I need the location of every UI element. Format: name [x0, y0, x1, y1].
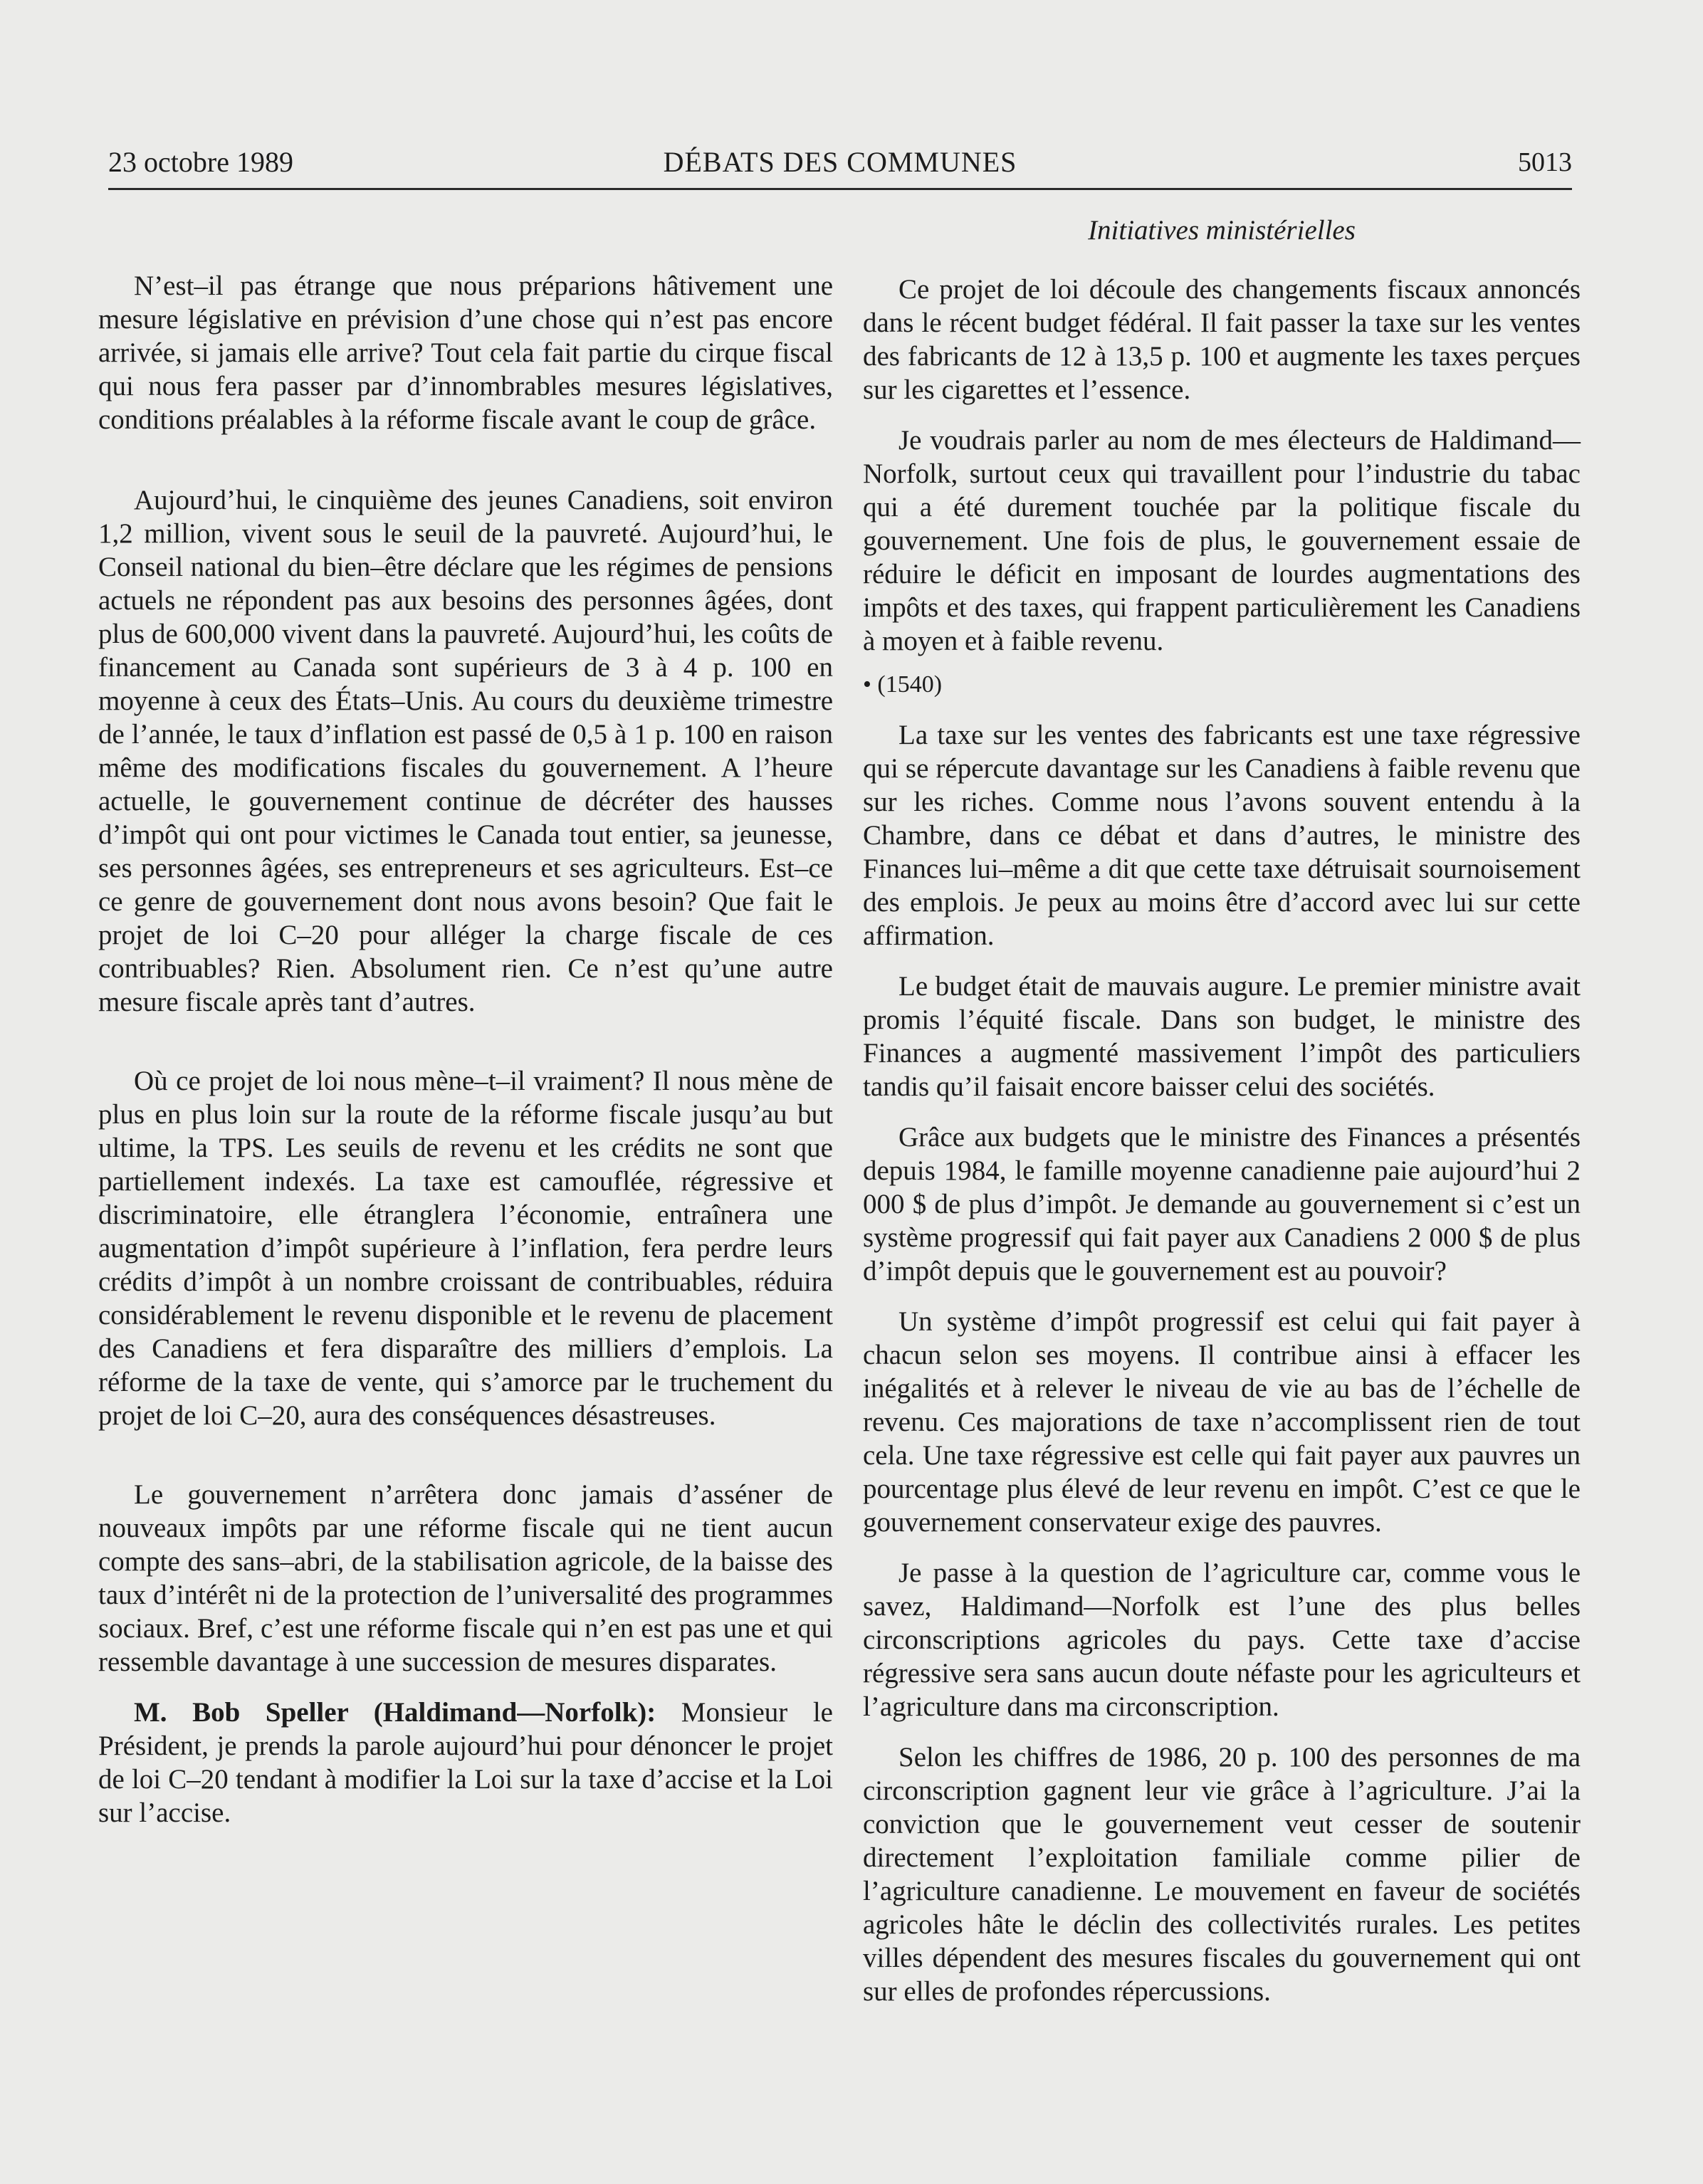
- page-header: [108, 140, 1572, 185]
- paragraph: Où ce projet de loi nous mène–t–il vraiment? Il nous mène de plus en plus loin sur la route de la réforme fiscale jusqu’au but ultime, la TPS. Les seuils de revenu et les crédits ne sont que partiellement indexés. La taxe est camouflée, régressive et discriminatoire, elle étranglera l’économie, entraînera une augmentation d’impôt supérieure à l’inflation, fera perdre leurs crédits d’impôt à un nombre croissant de contribuables, réduira considérablement le revenu disponible et le revenu de placement des Canadiens et fera disparaître des milliers d’emplois. La réforme de la taxe de vente, qui s’amorce par le truchement du projet de loi C–20, aura des conséquences désastreuses.: [98, 1066, 833, 1431]
- speech-text: Monsieur le Président, je prends la parole aujourd’hui pour dénoncer le projet de loi C–20 tendant à modifier la Loi sur la taxe d’accise et la Loi sur l’accise.: [98, 1697, 833, 1828]
- header-title: DÉBATS DES COMMUNES: [663, 146, 1017, 178]
- paragraph: Un système d’impôt progressif est celui qui fait payer à chacun selon ses moyens. Il contribue ainsi à effacer les inégalités et à relever le niveau de vie au bas de l’échelle de revenu. Ces majorations de taxe n’accomplissent rien de tout cela. Une taxe régressive est celle qui fait payer aux pauvres un pourcentage plus élevé de leur revenu en impôt. C’est ce que le gouvernement conservateur exige des pauvres.: [863, 1306, 1581, 1538]
- left-column: [98, 269, 833, 1829]
- right-column: [863, 214, 1581, 2008]
- speaker-name: M. Bob Speller (Haldimand—Norfolk):: [134, 1697, 656, 1728]
- header-date: 23 octobre 1989: [108, 146, 293, 178]
- section-heading: Initiatives ministérielles: [1088, 215, 1356, 246]
- speech-paragraph: [98, 1696, 833, 1829]
- paragraph: Selon les chiffres de 1986, 20 p. 100 des personnes de ma circonscription gagnent leur vie grâce à l’agriculture. J’ai la conviction que le gouvernement veut cesser de soutenir directement l’exploitation familiale comme pilier de l’agriculture canadienne. Le mouvement en faveur de sociétés agricoles hâte le déclin des collectivités rurales. Les petites villes dépendent des mesures fiscales du gouvernement qui ont sur elles de profondes répercussions.: [863, 1742, 1581, 2007]
- paragraph: Ce projet de loi découle des changements fiscaux annoncés dans le récent budget fédéral. Il fait passer la taxe sur les ventes des fabricants de 12 à 13,5 p. 100 et augmente les taxes perçues sur les cigarettes et l’essence.: [863, 274, 1581, 405]
- paragraph: Grâce aux budgets que le ministre des Finances a présentés depuis 1984, le famille moyenne canadienne paie aujourd’hui 2 000 $ de plus d’impôt. Je demande au gouvernement si c’est un système progressif qui fait payer aux Canadiens 2 000 $ de plus d’impôt depuis que le gouvernement est au pouvoir?: [863, 1122, 1581, 1286]
- paragraph: La taxe sur les ventes des fabricants est une taxe régressive qui se répercute davantage sur les Canadiens à faible revenu que sur les riches. Comme nous l’avons souvent entendu à la Chambre, dans ce débat et dans d’autres, le ministre des Finances lui–même a dit que cette taxe détruisait sournoisement des emplois. Je peux au moins être d’accord avec lui sur cette affirmation.: [863, 720, 1581, 951]
- header-rule: [108, 188, 1572, 190]
- paragraph: Le gouvernement n’arrêtera donc jamais d’asséner de nouveaux impôts par une réforme fiscale qui ne tient aucun compte des sans–abri, de la stabilisation agricole, de la baisse des taux d’intérêt ni de la protection de l’universalité des programmes sociaux. Bref, c’est une réforme fiscale qui n’en est pas une et qui ressemble davantage à une succession de mesures disparates.: [98, 1479, 833, 1677]
- page-number: 5013: [1518, 147, 1572, 177]
- paragraph: Aujourd’hui, le cinquième des jeunes Canadiens, soit environ 1,2 million, vivent sous le seuil de la pauvreté. Aujourd’hui, le Conseil national du bien–être déclare que les régimes de pensions actuels ne répondent pas aux besoins des personnes âgées, dont plus de 600,000 vivent dans la pauvreté. Aujourd’hui, les coûts de financement au Canada sont supérieurs de 3 à 4 p. 100 en moyenne à ceux des États–Unis. Au cours du deuxième trimestre de l’année, le taux d’inflation est passé de 0,5 à 1 p. 100 en raison même des modifications fiscales du gouvernement. A l’heure actuelle, le gouvernement continue de décréter des hausses d’impôt qui ont pour victimes le Canada tout entier, sa jeunesse, ses personnes âgées, ses entrepreneurs et ses agriculteurs. Est–ce ce genre de gouvernement dont nous avons besoin? Que fait le projet de loi C–20 pour alléger la charge fiscale de ces contribuables? Rien. Absolument rien. Ce n’est qu’une autre mesure fiscale après tant d’autres.: [98, 485, 833, 1017]
- paragraph: Je voudrais parler au nom de mes électeurs de Haldimand— Norfolk, surtout ceux qui travaillent pour l’industrie du tabac qui a été durement touchée par la politique fiscale du gouvernement. Une fois de plus, le gouvernement essaie de réduire le déficit en imposant de lourdes augmentations des impôts et des taxes, qui frappent particulièrement les Canadiens à moyen et à faible revenu.: [863, 425, 1581, 656]
- paragraph: Je passe à la question de l’agriculture car, comme vous le savez, Haldimand—Norfolk est l’une des plus belles circonscriptions agricoles du pays. Cette taxe d’accise régressive sera sans aucun doute néfaste pour les agriculteurs et l’agriculture dans ma circonscription.: [863, 1558, 1581, 1722]
- paragraph: N’est–il pas étrange que nous préparions hâtivement une mesure législative en prévision d’une chose qui n’est pas encore arrivée, si jamais elle arrive? Tout cela fait partie du cirque fiscal qui nous fera passer par d’innombrables mesures législatives, conditions préalables à la réforme fiscale avant le coup de grâce.: [98, 271, 833, 435]
- paragraph: Le budget était de mauvais augure. Le premier ministre avait promis l’équité fiscale. Dans son budget, le ministre des Finances a augmenté massivement l’impôt des particuliers tandis qu’il faisait encore baisser celui des sociétés.: [863, 971, 1581, 1102]
- time-marker: • (1540): [863, 671, 943, 698]
